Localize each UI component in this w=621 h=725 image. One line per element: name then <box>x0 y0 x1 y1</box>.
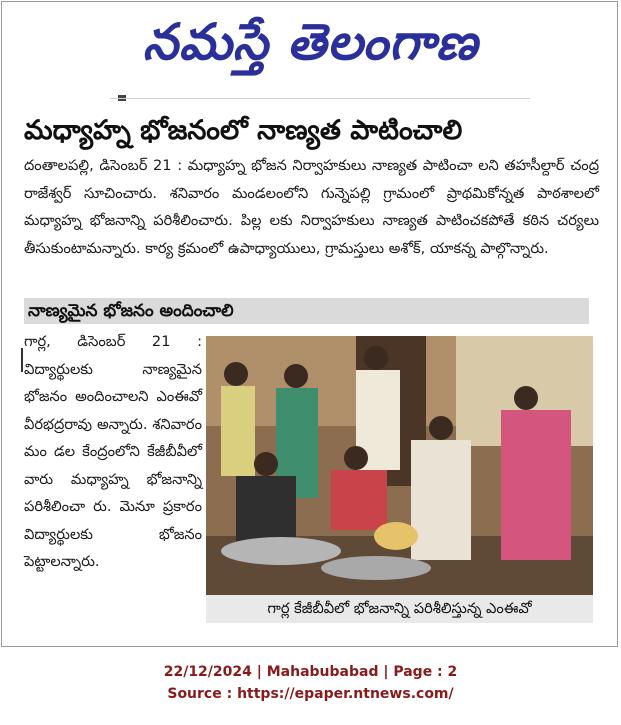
masthead-divider <box>110 98 530 99</box>
newspaper-masthead: నమస్తే తెలంగాణ <box>142 13 479 71</box>
news-photo <box>206 336 593 595</box>
clipping-source-line: Source : https://epaper.ntnews.com/ <box>167 686 454 702</box>
column-marker <box>21 348 23 372</box>
article-body: దంతాలపల్లి, డిసెంబర్ 21 : మధ్యాహ్న భోజన నిర్వాహకులు నాణ్యత పాటించా లని తహసీల్దార్ చంద్ర రాజేశ్వర్ సూచించారు. శనివారం మండలంలోని గున్నెపల్లి గ్రామంలో ప్రాథమికోన్నత పాఠశాలలో మధ్యాహ్న భోజనాన్ని పరిశీలించారు. పిల్ల లకు నిర్వాహకులు నాణ్యత పాటించకపోతే కఠిన చర్యలు తీసుకుంటామన్నారు. కార్య క్రమంలో ఉపాధ్యాయులు, గ్రామస్తులు అశోక్, యాకన్న పాల్గొన్నారు. <box>24 157 599 257</box>
article-column-text: గార్ల, డిసెంబర్ 21 : విద్యార్థులకు నాణ్యమైన భోజనం అందించాలని ఎంఈవో వీరభద్రరావు అన్నారు. శనివారం మం డల కేంద్రంలోని కేజీబీవీలో వారు మధ్యాహ్న భోజనాన్ని పరిశీలించా రు. మెనూ ప్రకారం విద్యార్థులకు భోజనం పెట్టాలన్నారు. <box>24 333 202 570</box>
photo-caption: గార్ల కేజీబీవీలో భోజనాన్ని పరిశీలిస్తున్న ఎంఈవో <box>267 600 532 617</box>
clipping-date-line: 22/12/2024 | Mahabubabad | Page : 2 <box>163 664 458 680</box>
article-subhead: నాణ్యమైన భోజనం అందించాలి <box>28 301 234 321</box>
article-headline: మధ్యాహ్న భోజనంలో నాణ్యత పాటించాలి <box>24 115 463 146</box>
